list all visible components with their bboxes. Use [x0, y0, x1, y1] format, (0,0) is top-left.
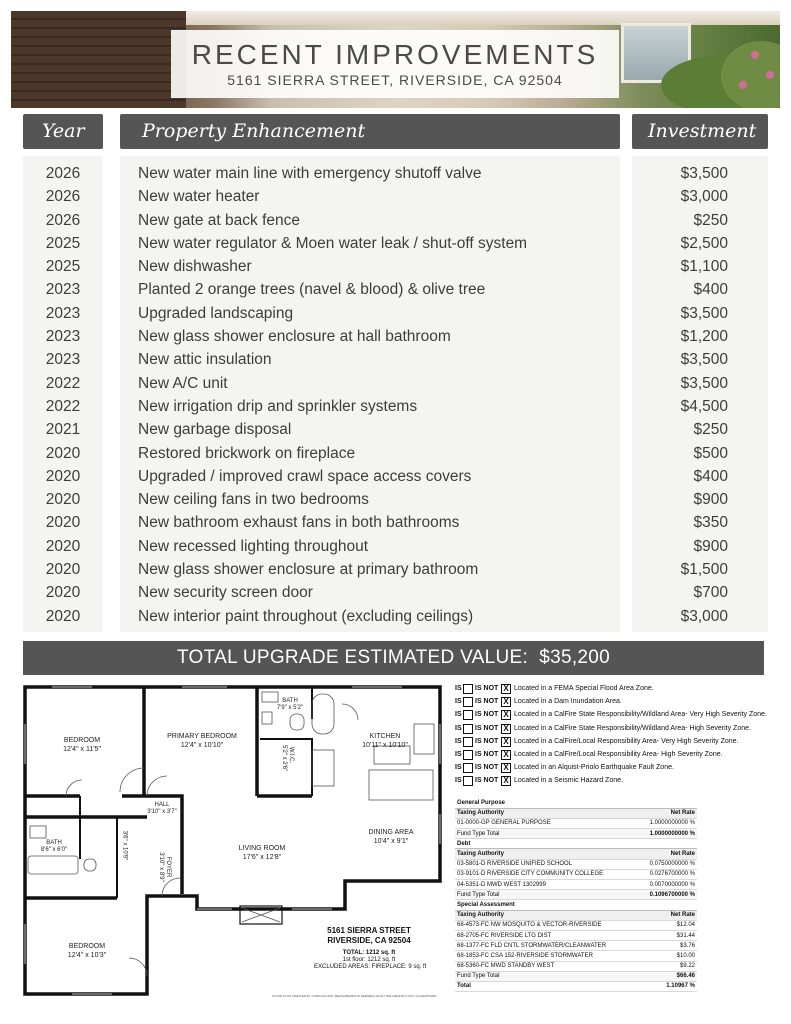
room-size: 17'6" x 12'8"	[242, 854, 282, 861]
tax-cell-value: $31.44	[638, 930, 697, 940]
tax-cell-name: 01-0000-GP GENERAL PURPOSE	[455, 818, 638, 828]
row-year: 2025	[45, 258, 81, 276]
title-box	[171, 30, 619, 98]
row-year: 2020	[45, 537, 81, 555]
row-year: 2020	[45, 444, 81, 462]
room-name: FOYER	[165, 856, 171, 878]
tax-section-debt	[455, 839, 697, 849]
row-amount: $700	[693, 584, 728, 602]
row-year: 2020	[45, 561, 81, 579]
tax-cell-name: Total	[455, 981, 638, 991]
is-checkbox[interactable]	[463, 724, 473, 734]
row-amount: $250	[693, 421, 728, 439]
room-size: 12'4" x 10'10"	[180, 742, 224, 749]
room-dining	[356, 828, 426, 846]
row-year: 2026	[45, 165, 81, 182]
room-name: W.I.C.	[288, 746, 294, 764]
is-checkbox[interactable]	[463, 750, 473, 760]
hazard-row	[455, 749, 785, 762]
tax-cell-name: 03-5801-D RIVERSIDE UNIFIED SCHOOL	[455, 859, 638, 869]
row-year: 2020	[45, 514, 81, 532]
row-year: 2023	[45, 351, 81, 369]
hazard-text: Located in a Dam Inundation Area.	[514, 698, 622, 706]
is-not-label: IS NOT	[475, 737, 499, 745]
room-size: 12'4" x 10'3"	[67, 952, 107, 959]
tax-row	[455, 941, 697, 951]
room-name: PRIMARY BEDROOM	[167, 733, 237, 740]
tax-cell-name: 68-1377-FC FLD CNTL STORMWATER/CLEANWATER	[455, 941, 638, 951]
tax-cell-name: 68-2705-FC RIVERSIDE LTG DIST	[455, 930, 638, 940]
room-foyer	[157, 842, 171, 892]
is-not-label: IS NOT	[475, 685, 499, 692]
row-description: Upgraded landscaping	[138, 304, 294, 322]
room-name: LIVING ROOM	[238, 845, 286, 852]
tax-cell-name: 04-5351-D MWD WEST 1302999	[455, 880, 638, 890]
row-description: New recessed lighting throughout	[138, 537, 369, 555]
tax-header-row	[455, 808, 697, 818]
row-amount: $2,500	[680, 234, 728, 252]
tax-cell-name: 68-4573-FC NW MOSQUITO & VECTOR-RIVERSIDE	[455, 920, 638, 930]
is-not-checkbox[interactable]: X	[501, 684, 511, 694]
row-year: 2020	[45, 584, 81, 602]
hazard-row	[455, 775, 785, 788]
tax-cell-value: $10.00	[638, 951, 697, 961]
tax-row	[455, 818, 697, 828]
tax-cell-value: $12.04	[638, 920, 697, 930]
floor-plan-address	[314, 926, 427, 971]
row-description: New garbage disposal	[138, 421, 292, 439]
tax-cell-value: 1.0000000000 %	[638, 829, 697, 839]
room-size: 3'10" x 8'9"	[158, 852, 164, 882]
hazard-text: Located in a CalFire State Responsibility/Wildland Area- High Severity Zone.	[514, 724, 751, 732]
is-checkbox[interactable]	[463, 684, 473, 694]
row-description: New security screen door	[138, 584, 313, 602]
table-row	[0, 581, 791, 604]
row-description: New water heater	[138, 188, 260, 206]
table-row	[0, 605, 791, 628]
is-label: IS	[455, 737, 462, 745]
row-year: 2022	[45, 374, 81, 392]
is-not-checkbox[interactable]: X	[501, 697, 511, 707]
total-value: $35,200	[539, 647, 611, 668]
hazard-row	[455, 723, 785, 736]
hazard-row	[455, 736, 785, 749]
table-row	[0, 395, 791, 418]
table-row	[0, 302, 791, 325]
row-amount: $1,500	[680, 561, 728, 579]
row-amount: $3,000	[680, 607, 728, 625]
row-amount: $500	[693, 444, 728, 462]
column-header-enhancement: Property Enhancement	[120, 114, 620, 149]
row-amount: $900	[693, 491, 728, 509]
row-amount: $3,500	[680, 351, 728, 369]
table-row	[0, 255, 791, 278]
row-amount: $400	[693, 467, 728, 485]
tax-cell-value	[638, 900, 697, 910]
tax-cell-value: 1.10967 %	[638, 981, 697, 991]
row-year: 2022	[45, 397, 81, 415]
tax-cell-name: Taxing Authority	[455, 808, 638, 818]
is-not-label: IS NOT	[475, 711, 499, 719]
plan-address-line-1: 5161 SIERRA STREET	[327, 926, 411, 935]
hazard-text: Located in a Seismic Hazard Zone.	[514, 777, 623, 785]
room-bedroom-1	[47, 736, 117, 754]
hazard-row	[455, 696, 785, 709]
room-name: BATH	[46, 840, 62, 846]
tax-fund-total	[455, 890, 697, 900]
row-description: New bathroom exhaust fans in both bathrooms	[138, 514, 460, 532]
is-not-label: IS NOT	[475, 698, 499, 706]
is-not-label: IS NOT	[475, 764, 499, 772]
tax-cell-value: Net Rate	[638, 849, 697, 859]
table-row	[0, 325, 791, 348]
is-not-checkbox[interactable]: X	[501, 737, 511, 747]
table-row	[0, 232, 791, 255]
is-label: IS	[455, 777, 462, 785]
tax-row	[455, 951, 697, 961]
room-hall	[140, 802, 184, 816]
column-header-investment: Investment	[632, 114, 768, 149]
row-amount: $4,500	[680, 397, 728, 415]
table-row	[0, 488, 791, 511]
is-not-checkbox[interactable]: X	[501, 776, 511, 786]
row-description: New irrigation drip and sprinkler systems	[138, 397, 418, 415]
tax-cell-name: 68-1853-FC CSA 152-RIVERSIDE STORMWATER	[455, 951, 638, 961]
tax-cell-value	[638, 798, 697, 808]
tax-cell-value: Net Rate	[638, 910, 697, 920]
tax-section-general	[455, 798, 697, 808]
tax-row	[455, 920, 697, 930]
row-description: New glass shower enclosure at primary bathroom	[138, 561, 479, 579]
plan-address-line-2: RIVERSIDE, CA 92504	[327, 936, 411, 945]
row-description: New water main line with emergency shutoff valve	[138, 165, 482, 182]
row-amount: $1,200	[680, 328, 728, 346]
room-size: 5'2" x 2'6"	[281, 745, 287, 772]
room-name: BEDROOM	[68, 943, 106, 950]
table-row	[0, 278, 791, 301]
row-description: Planted 2 orange trees (navel & blood) & olive tree	[138, 281, 486, 299]
tax-header-row	[455, 849, 697, 859]
table-row	[0, 372, 791, 395]
total-value-bar	[23, 641, 764, 675]
row-amount: $400	[693, 281, 728, 299]
hazard-text: Located in a CalFire/Local Responsibility Area- Very High Severity Zone.	[514, 737, 739, 745]
flower-graphic	[751, 51, 759, 59]
is-label: IS	[455, 685, 462, 692]
row-amount: $900	[693, 537, 728, 555]
room-name: HALL	[154, 802, 170, 808]
room-primary-bedroom	[157, 732, 247, 750]
room-name: BATH	[282, 698, 298, 704]
room-name: BEDROOM	[63, 737, 101, 744]
row-description: New glass shower enclosure at hall bathroom	[138, 328, 451, 346]
is-not-checkbox[interactable]: X	[501, 750, 511, 760]
tax-cell-name: Fund Type Total	[455, 890, 638, 900]
tax-cell-name: Debt	[455, 839, 638, 849]
table-row	[0, 465, 791, 488]
tax-cell-value: 0.0750000000 %	[638, 859, 697, 869]
is-label: IS	[455, 698, 462, 706]
room-size: 3'10" x 3'7"	[147, 809, 177, 815]
tax-row	[455, 930, 697, 940]
tax-grand-total	[455, 981, 697, 991]
row-amount: $350	[693, 514, 728, 532]
is-checkbox[interactable]	[463, 763, 473, 773]
flower-graphic	[766, 71, 774, 79]
row-description: New interior paint throughout (excluding ceilings)	[138, 607, 474, 625]
row-year: 2020	[45, 467, 81, 485]
is-not-label: IS NOT	[475, 750, 499, 758]
improvements-table	[0, 162, 791, 628]
tax-cell-value: 0.0276700000 %	[638, 869, 697, 879]
tax-cell-name: Taxing Authority	[455, 849, 638, 859]
is-label: IS	[455, 764, 462, 772]
tax-row	[455, 880, 697, 890]
is-label: IS	[455, 750, 462, 758]
room-name: KITCHEN	[369, 733, 401, 740]
room-name: DINING AREA	[368, 829, 414, 836]
row-year: 2023	[45, 281, 81, 299]
room-size: 12'4" x 11'5"	[63, 746, 101, 753]
row-year: 2020	[45, 607, 81, 625]
hazard-row	[455, 683, 785, 696]
hazard-disclosure-list	[455, 683, 785, 789]
row-description: Restored brickwork on fireplace	[138, 444, 356, 462]
table-row	[0, 558, 791, 581]
tax-header-row	[455, 910, 697, 920]
row-year: 2021	[45, 421, 81, 439]
is-checkbox[interactable]	[463, 776, 473, 786]
room-bath-1	[270, 698, 310, 712]
table-row	[0, 185, 791, 208]
tax-cell-value: $3.76	[638, 941, 697, 951]
row-amount: $1,100	[680, 258, 728, 276]
room-bath-2	[34, 840, 74, 854]
tax-cell-name: 68-5360-FC MWD STANDBY WEST	[455, 961, 638, 971]
tax-section-special	[455, 900, 697, 910]
is-label: IS	[455, 711, 462, 719]
row-year: 2023	[45, 328, 81, 346]
room-wic	[280, 745, 294, 772]
row-amount: $250	[693, 211, 728, 229]
room-bedroom-2	[52, 942, 122, 960]
hazard-row	[455, 709, 785, 722]
hazard-text: Located in a CalFire State Responsibility/Wildland Area- Very High Severity Zone.	[514, 711, 767, 719]
room-size: 3'6" x 10'9"	[121, 830, 128, 861]
row-description: Upgraded / improved crawl space access covers	[138, 467, 472, 485]
row-description: New A/C unit	[138, 374, 228, 392]
tax-cell-name: Fund Type Total	[455, 829, 638, 839]
row-amount: $3,500	[680, 304, 728, 322]
table-row	[0, 535, 791, 558]
tax-fund-total	[455, 971, 697, 981]
is-not-checkbox[interactable]: X	[501, 763, 511, 773]
floor-plan	[22, 684, 446, 1004]
room-living	[227, 844, 297, 862]
room-size: 10'4" x 9'1"	[373, 838, 409, 845]
tax-cell-name: 03-9101-D RIVERSIDE CITY COMMUNITY COLLEGE	[455, 869, 638, 879]
row-year: 2026	[45, 211, 81, 229]
row-amount: $3,000	[680, 188, 728, 206]
row-amount: $3,500	[680, 374, 728, 392]
row-description: New attic insulation	[138, 351, 272, 369]
plan-floor-area: 1st floor: 1212 sq. ft	[342, 957, 396, 963]
is-not-label: IS NOT	[475, 777, 499, 785]
table-row	[0, 348, 791, 371]
room-size: 8'6" x 6'0"	[40, 847, 68, 853]
is-label: IS	[455, 724, 462, 732]
row-description: New gate at back fence	[138, 211, 300, 229]
fence-graphic	[11, 11, 186, 108]
row-year: 2023	[45, 304, 81, 322]
tax-cell-name: General Purpose	[455, 798, 638, 808]
room-size: 10'11" x 10'10"	[362, 742, 408, 749]
hazard-text: Located in an Alquist-Priolo Earthquake Fault Zone.	[514, 764, 674, 772]
tax-row	[455, 961, 697, 971]
page-address: 5161 SIERRA STREET, RIVERSIDE, CA 92504	[227, 72, 563, 88]
is-checkbox[interactable]	[463, 710, 473, 720]
is-not-checkbox[interactable]: X	[501, 710, 511, 720]
row-amount: $3,500	[680, 165, 728, 182]
floor-plan-disclaimer: FLOOR PLAN CREATED BY CUBICASA APP. MEASUREMENTS DEEMED HIGHLY RELIABLE BUT NOT GUARANTEED.	[272, 994, 437, 998]
tax-cell-value: 0.1096700000 %	[638, 890, 697, 900]
table-row	[0, 511, 791, 534]
tax-cell-value	[638, 839, 697, 849]
tax-row	[455, 859, 697, 869]
tax-cell-value: 0.0070000000 %	[638, 880, 697, 890]
tax-cell-value: 1.0000000000 %	[638, 818, 697, 828]
tax-cell-value: $9.22	[638, 961, 697, 971]
is-not-label: IS NOT	[475, 724, 499, 732]
is-checkbox[interactable]	[463, 737, 473, 747]
room-kitchen	[350, 732, 420, 750]
hazard-text: Located in a CalFire/Local Responsibility Area- High Severity Zone.	[514, 750, 723, 758]
room-size: 7'9" x 5'2"	[276, 705, 304, 711]
row-description: New ceiling fans in two bedrooms	[138, 491, 369, 509]
hazard-row	[455, 762, 785, 775]
tax-cell-name: Taxing Authority	[455, 910, 638, 920]
table-row	[0, 442, 791, 465]
tax-cell-name: Special Assessment	[455, 900, 638, 910]
table-row	[0, 209, 791, 232]
is-checkbox[interactable]	[463, 697, 473, 707]
row-year: 2020	[45, 491, 81, 509]
row-description: New dishwasher	[138, 258, 252, 276]
page-title: RECENT IMPROVEMENTS	[191, 39, 599, 70]
hazard-text: Located in a FEMA Special Flood Area Zone.	[514, 685, 654, 692]
table-row	[0, 162, 791, 185]
plan-excluded-area: EXCLUDED AREAS: FIREPLACE: 9 sq. ft	[314, 964, 427, 970]
tax-cell-value: Net Rate	[638, 808, 697, 818]
tax-fund-total	[455, 829, 697, 839]
tax-rate-table	[455, 798, 697, 992]
row-year: 2026	[45, 188, 81, 206]
tax-cell-value: $66.46	[638, 971, 697, 981]
column-header-year: Year	[23, 114, 103, 149]
tax-cell-name: Fund Type Total	[455, 971, 638, 981]
total-label: TOTAL UPGRADE ESTIMATED VALUE:	[176, 647, 529, 668]
flower-graphic	[739, 81, 747, 89]
plan-total-area: TOTAL: 1212 sq. ft	[342, 950, 396, 956]
table-row	[0, 418, 791, 441]
tax-row	[455, 869, 697, 879]
is-not-checkbox[interactable]: X	[501, 724, 511, 734]
room-hall-2	[121, 823, 128, 869]
row-description: New water regulator & Moen water leak / shut-off system	[138, 234, 528, 252]
row-year: 2025	[45, 234, 81, 252]
